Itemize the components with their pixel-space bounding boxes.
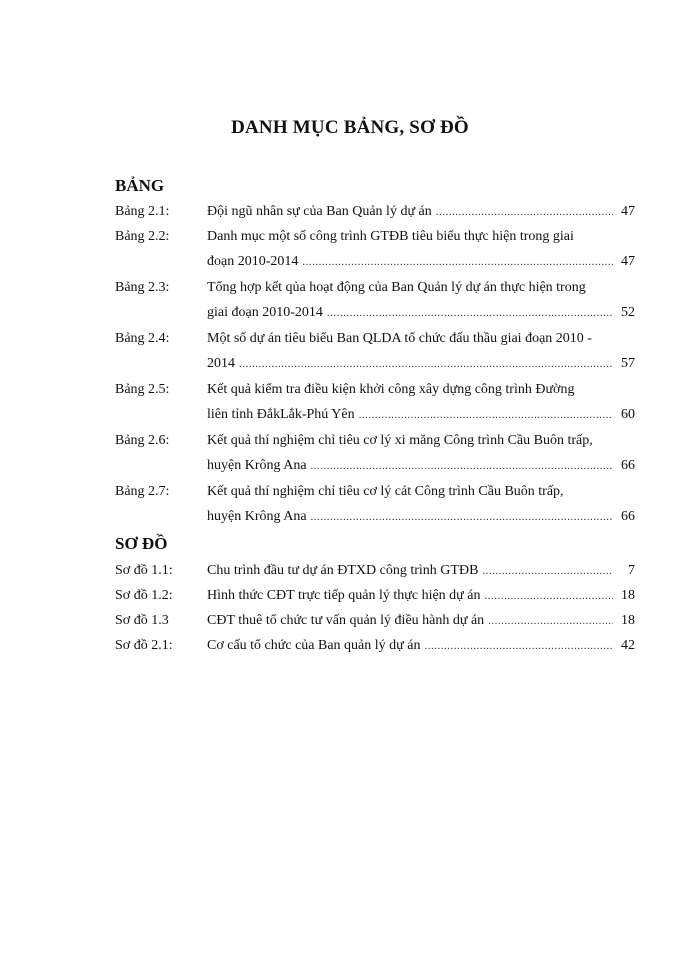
diagrams-heading: SƠ ĐỒ (115, 534, 168, 553)
table-entry[interactable] (115, 199, 635, 225)
table-entry-title-cont: huyện Krông Ana (207, 509, 307, 524)
table-entry-title: Một số dự án tiêu biểu Ban QLDA tổ chức đấu thầu giai đoạn 2010 - (207, 331, 592, 346)
diagram-entry-page: 18 (621, 613, 635, 628)
table-entry-title: Tổng hợp kết qủa hoạt động của Ban Quản lý dự án thực hiện trong (207, 280, 586, 295)
table-entry-label: Bảng 2.6: (115, 433, 170, 448)
leader-dots (436, 200, 613, 225)
table-entry-title: Kết quả thí nghiệm chỉ tiêu cơ lý cát Công trình Cầu Buôn trấp, (207, 484, 564, 499)
table-entry-label: Bảng 2.5: (115, 382, 170, 397)
table-entry-page: 60 (621, 407, 635, 422)
table-entry-title: Danh mục một số công trình GTĐB tiêu biểu thực hiện trong giai (207, 229, 574, 244)
leader-dots (302, 250, 613, 275)
leader-dots (488, 609, 613, 634)
table-entry-label: Bảng 2.3: (115, 280, 170, 295)
table-entry-label: Bảng 2.4: (115, 331, 170, 346)
table-entry-page: 57 (621, 356, 635, 371)
leader-dots (311, 505, 613, 530)
tables-heading: BẢNG (115, 176, 165, 195)
page-title: DANH MỤC BẢNG, SƠ ĐỒ (231, 117, 469, 138)
diagram-entry-label: Sơ đồ 1.2: (115, 588, 173, 603)
table-entry-label: Bảng 2.1: (115, 204, 170, 219)
diagram-entry-page: 42 (621, 638, 635, 653)
diagram-entry-label: Sơ đồ 1.1: (115, 563, 173, 578)
diagram-entry-title: CĐT thuê tổ chức tư vấn quản lý điều hành dự án (207, 613, 485, 628)
diagram-entry-page: 7 (628, 563, 635, 578)
diagram-entry[interactable] (115, 583, 635, 609)
table-entry-page: 47 (621, 254, 635, 269)
table-entry[interactable] (115, 326, 635, 377)
table-entry-title-cont: huyện Krông Ana (207, 458, 307, 473)
diagram-entry[interactable] (115, 608, 635, 634)
diagram-entry-title: Cơ cấu tổ chức của Ban quản lý dự án (207, 638, 421, 653)
table-entry[interactable] (115, 224, 635, 275)
table-entry-page: 47 (621, 204, 635, 219)
diagram-entry-label: Sơ đồ 2.1: (115, 638, 173, 653)
leader-dots (239, 352, 613, 377)
table-entry[interactable] (115, 377, 635, 428)
table-entry-page: 66 (621, 458, 635, 473)
table-entry[interactable] (115, 275, 635, 326)
leader-dots (485, 584, 614, 609)
table-entry-label: Bảng 2.2: (115, 229, 170, 244)
diagram-entry-title: Hình thức CĐT trực tiếp quản lý thực hiện dự án (207, 588, 481, 603)
table-entry-title: Đội ngũ nhân sự của Ban Quản lý dự án (207, 204, 432, 219)
table-entry-title-cont: 2014 (207, 356, 235, 371)
table-entry-label: Bảng 2.7: (115, 484, 170, 499)
table-entry-title-cont: giai đoạn 2010-2014 (207, 305, 323, 320)
table-entry-title-cont: liên tỉnh ĐắkLắk-Phú Yên (207, 407, 355, 422)
table-entry-title-cont: đoạn 2010-2014 (207, 254, 299, 269)
diagram-entry-page: 18 (621, 588, 635, 603)
leader-dots (327, 301, 613, 326)
table-entry-title: Kết quả thí nghiệm chỉ tiêu cơ lý xi măng Công trình Cầu Buôn trấp, (207, 433, 593, 448)
table-entry-page: 66 (621, 509, 635, 524)
table-entry[interactable] (115, 428, 635, 479)
table-entry[interactable] (115, 479, 635, 530)
leader-dots (311, 454, 613, 479)
diagram-entry-title: Chu trình đầu tư dự án ĐTXD công trình GTĐB (207, 563, 479, 578)
diagram-entry-label: Sơ đồ 1.3 (115, 613, 169, 628)
table-entry-title: Kết quả kiểm tra điều kiện khởi công xây dựng công trình Đường (207, 382, 575, 397)
diagram-entry[interactable] (115, 633, 635, 659)
diagram-entry[interactable] (115, 558, 635, 584)
leader-dots (424, 634, 613, 659)
table-entry-page: 52 (621, 305, 635, 320)
leader-dots (359, 403, 613, 428)
leader-dots (482, 559, 613, 584)
